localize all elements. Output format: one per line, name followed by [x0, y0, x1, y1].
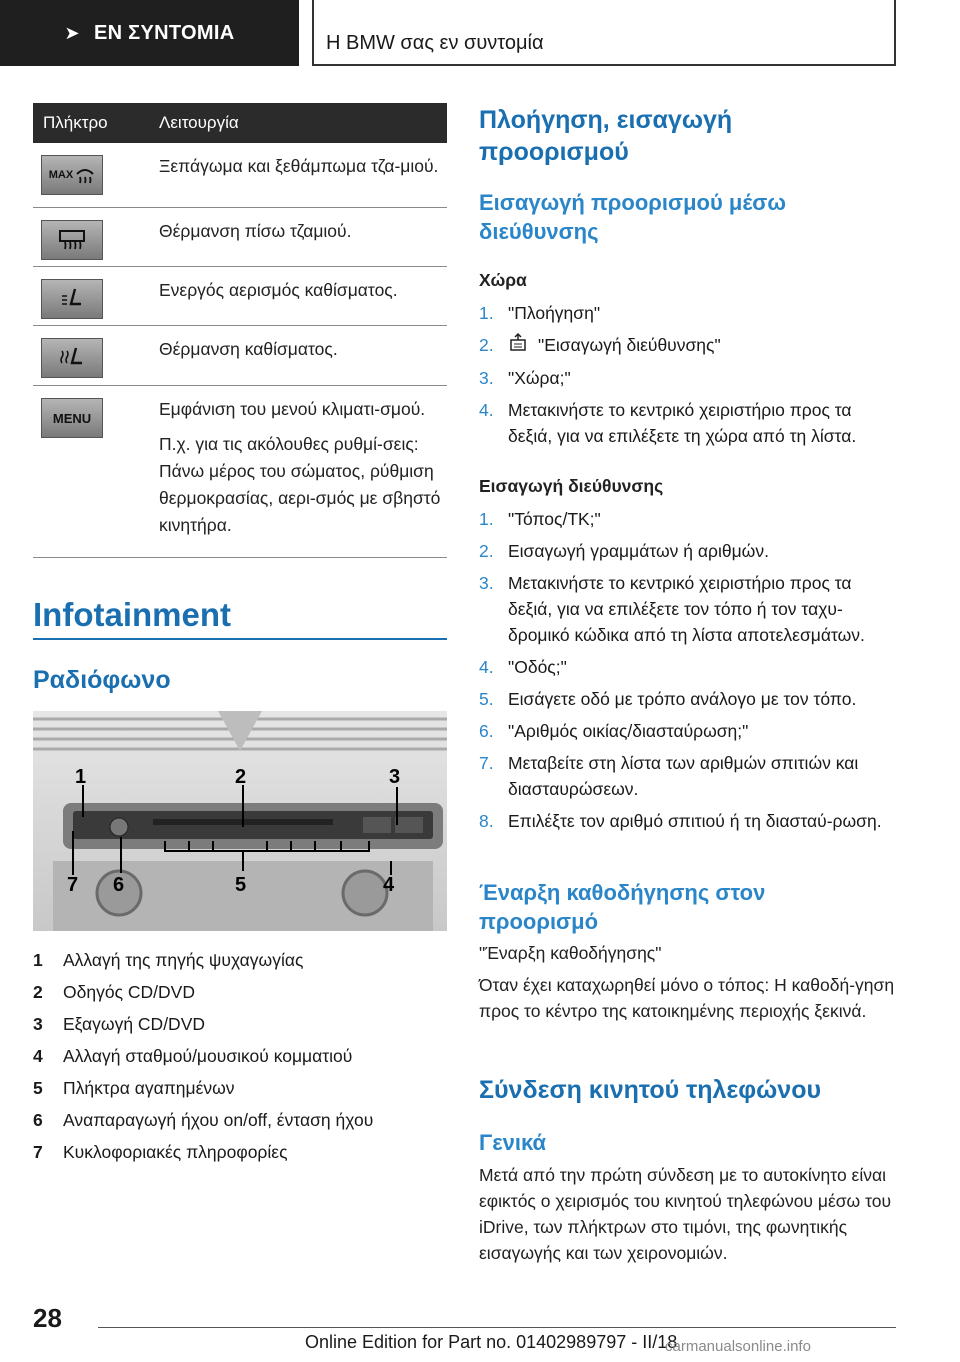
heading-infotainment: Infotainment	[33, 596, 231, 633]
heading-radio: Ραδιόφωνο	[33, 666, 171, 694]
list-item: 3 Εξαγωγή CD/DVD	[33, 1013, 205, 1034]
list-item: 7 Κυκλοφοριακές πληροφορίες	[33, 1141, 288, 1162]
list-item: 3. "Χώρα;"	[479, 368, 571, 388]
country-steps	[479, 300, 899, 455]
callout-1: 1	[75, 766, 87, 788]
seat-heating-icon	[41, 338, 103, 378]
list-item: 8. Επιλέξτε τον αριθμό σπιτιού ή τη διασταύ-ρωση.	[479, 811, 882, 831]
list-item: 2 Οδηγός CD/DVD	[33, 981, 195, 1002]
list-item: 1 Αλλαγή της πηγής ψυχαγωγίας	[33, 949, 304, 970]
radio-legend	[33, 944, 447, 1168]
callout-7: 7	[67, 874, 79, 896]
table-row: MAX Ξεπάγωμα και ξεθάμπωμα τζα-μιού.	[33, 143, 447, 208]
table-header	[33, 103, 447, 143]
watermark: carmanualsonline.info	[665, 1338, 811, 1355]
section-tab[interactable]	[0, 0, 299, 66]
list-item: 6. "Αριθμός οικίας/διασταύρωση;"	[479, 721, 749, 741]
start-quote: "Έναρξη καθοδήγησης"	[479, 943, 662, 963]
section-tab-label: ΕΝ ΣΥΝΤΟΜΙΑ	[93, 21, 235, 44]
start-text: Όταν έχει καταχωρηθεί μόνο ο τόπος: Η καθοδή-γηση προς το κέντρο της κατοικημένης περιοχής ξεκινά.	[479, 975, 895, 1021]
table-row: MENU Εμφάνιση του μενού κλιματι-σμού. Π.χ. για τις ακόλουθες ρυθμί-σεις: Πάνω μέρος του σώματος, ρύθμιση θερμοκρασίας, αερι-σμός με σβηστό κινητήρα.	[33, 386, 447, 558]
heading-start-guidance: Έναρξη καθοδήγησης στον προορισμό	[479, 880, 766, 934]
footer-edition: Online Edition for Part no. 01402989797 - II/18	[305, 1332, 678, 1352]
list-item: 1. "Πλοήγηση"	[479, 303, 601, 323]
heading-country: Χώρα	[479, 270, 527, 290]
list-item: 7. Μεταβείτε στη λίστα των αριθμών σπιτιών και διασταυρώσεων.	[479, 753, 859, 799]
general-text: Μετά από την πρώτη σύνδεση με το αυτοκίνητο είναι εφικτός ο χειρισμός του κινητού τηλεφώνου μέσω του iDrive, των πλήκτρων στο τιμόνι, της φωνητικής εισαγωγής και των χειρονομιών.	[479, 1165, 892, 1263]
menu-icon: MENU	[41, 398, 103, 438]
page-number: 28	[33, 1303, 62, 1333]
list-item: 5 Πλήκτρα αγαπημένων	[33, 1077, 235, 1098]
col-header-function: Λειτουργία	[159, 113, 239, 132]
table-row: Ενεργός αερισμός καθίσματος.	[33, 267, 447, 326]
radio-panel-image	[33, 711, 447, 931]
callout-5: 5	[235, 874, 247, 896]
callout-4: 4	[383, 874, 395, 896]
address-icon	[508, 332, 538, 359]
address-steps	[479, 506, 899, 840]
heading-address-entry: Εισαγωγή προορισμού μέσω διεύθυνσης	[479, 190, 786, 244]
list-item: 1. "Τόπος/ΤΚ;"	[479, 509, 601, 529]
rear-window-heat-icon	[41, 220, 103, 260]
seat-ventilation-icon	[41, 279, 103, 319]
list-item: 6 Αναπαραγωγή ήχου on/off, ένταση ήχου	[33, 1109, 374, 1130]
list-item: 4 Αλλαγή σταθμού/μουσικού κομματιού	[33, 1045, 353, 1066]
heading-address: Εισαγωγή διεύθυνσης	[479, 476, 664, 496]
list-item: 4. Μετακινήστε το κεντρικό χειριστήριο προς τα δεξιά, για να επιλέξετε τη χώρα από τη λίστα.	[479, 400, 857, 446]
list-item: 3. Μετακινήστε το κεντρικό χειριστήριο προς τα δεξιά, για να επιλέξετε τον τόπο ή τον ταχυ-δρομικό κώδικα από τη λίστα αποτελεσμάτων.	[479, 573, 865, 645]
list-item: 5. Εισάγετε οδό με τρόπο ανάλογο με τον τόπο.	[479, 689, 857, 709]
callout-3: 3	[389, 766, 401, 788]
list-item: 2. Εισαγωγή γραμμάτων ή αριθμών.	[479, 541, 769, 561]
button-function-table	[33, 103, 447, 558]
heading-general: Γενικά	[479, 1130, 547, 1155]
heading-phone: Σύνδεση κινητού τηλεφώνου	[479, 1076, 822, 1104]
heading-navigation: Πλοήγηση, εισαγωγή προορισμού	[479, 106, 733, 166]
table-row: Θέρμανση καθίσματος.	[33, 326, 447, 386]
chapter-title: Η BMW σας εν συντομία	[312, 0, 896, 66]
table-row: Θέρμανση πίσω τζαμιού.	[33, 208, 447, 267]
quick-icon: ➤	[64, 22, 80, 43]
callout-2: 2	[235, 766, 247, 788]
callout-6: 6	[113, 874, 125, 896]
list-item: 2. "Εισαγωγή διεύθυνσης"	[479, 332, 899, 359]
footer-rule	[98, 1327, 896, 1328]
max-defrost-icon: MAX	[41, 155, 103, 195]
heading-rule	[33, 638, 447, 640]
col-header-button: Πλήκτρο	[43, 113, 108, 132]
list-item: 4. "Οδός;"	[479, 657, 567, 677]
